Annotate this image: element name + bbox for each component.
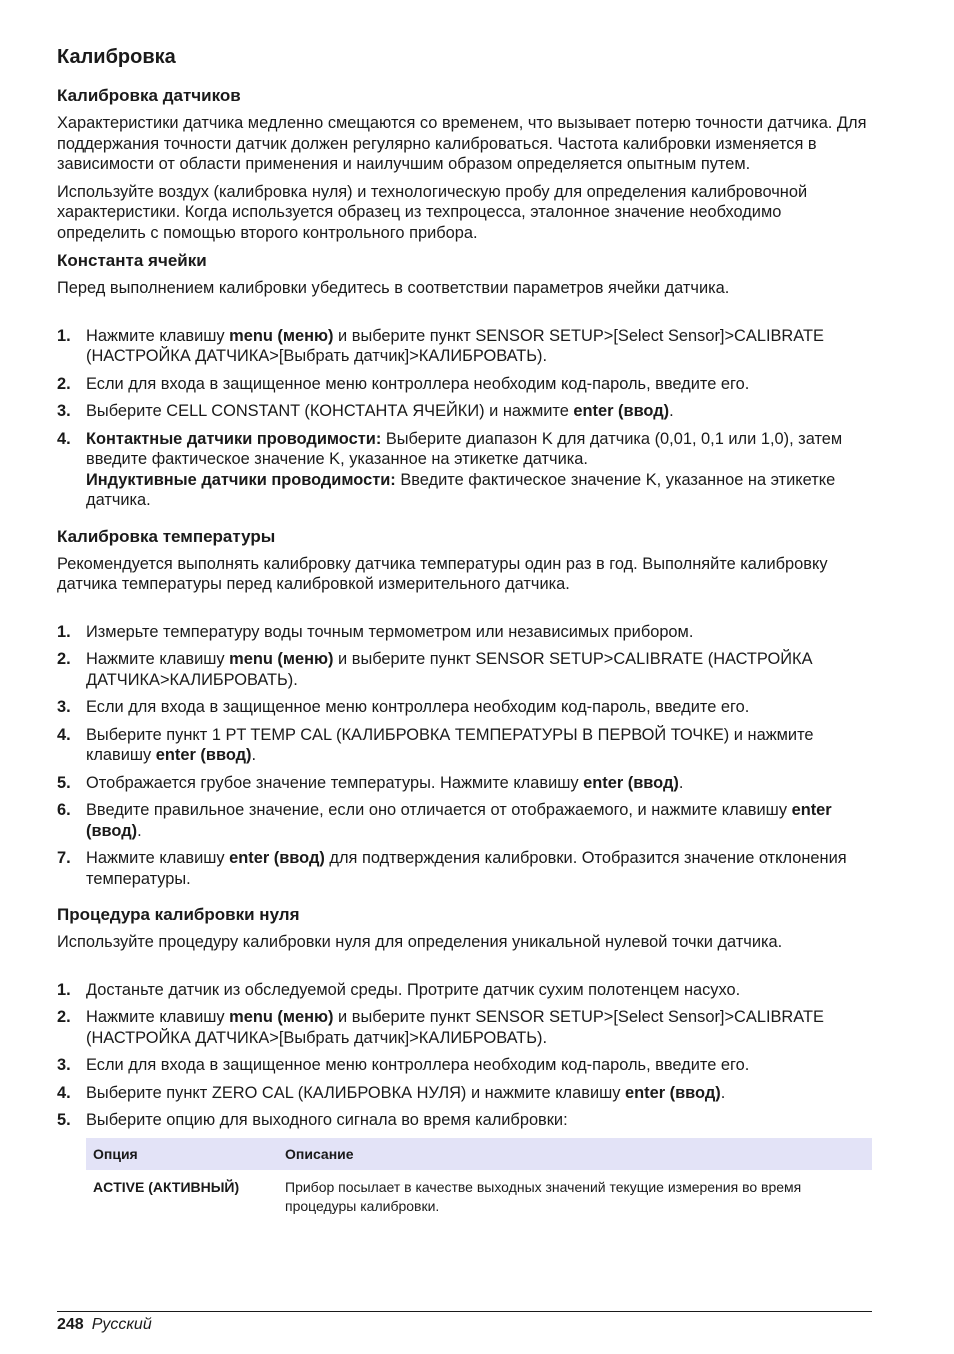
list-item: 1. Измерьте температуру воды точным термометром или независимых прибором. bbox=[57, 622, 694, 641]
list-item: 5. Выберите опцию для выходного сигнала во время калибровки: bbox=[57, 1111, 568, 1129]
description-cell: Прибор посылает в качестве выходных значений текущие измерения во время процедуры калибровки. bbox=[285, 1178, 802, 1214]
footer-language: Русский bbox=[91, 1316, 152, 1333]
column-header-description: Описание bbox=[278, 1138, 872, 1170]
list-item: 3. Выберите CELL CONSTANT (КОНСТАНТА ЯЧЕЙКИ) и нажмите enter (ввод). bbox=[57, 402, 674, 420]
temperature-calibration-intro: Рекомендуется выполнять калибровку датчика температуры один раз в год. Выполняйте калибровку датчика температуры перед калибровкой измерительного датчика. bbox=[57, 554, 828, 593]
zero-calibration-steps bbox=[57, 980, 872, 1131]
cell-constant-intro: Перед выполнением калибровки убедитесь в соответствии параметров ячейки датчика. bbox=[57, 279, 730, 297]
list-item: 2. Если для входа в защищенное меню контроллера необходим код-пароль, введите его. bbox=[57, 374, 750, 393]
heading-cell-constant: Константа ячейки bbox=[57, 251, 207, 270]
list-item: 3. Если для входа в защищенное меню контроллера необходим код-пароль, введите его. bbox=[57, 698, 750, 716]
paragraph-calibration-method: Используйте воздух (калибровка нуля) и технологическую пробу для определения калибровочной характеристики. Когда используется образец из техпроцесса, эталонное значение необходимо определить с помощью второго контрольного прибора. bbox=[57, 182, 808, 242]
page-number: 248 bbox=[57, 1316, 84, 1333]
list-item: 4. Выберите пункт 1 PT TEMP CAL (КАЛИБРОВКА ТЕМПЕРАТУРЫ В ПЕРВОЙ ТОЧКЕ) и нажмите клавишу enter (ввод). bbox=[57, 725, 814, 764]
list-item: 1. Нажмите клавишу menu (меню) и выберите пункт SENSOR SETUP>[Select Sensor]>CALIBRATE (НАСТРОЙКА ДАТЧИКА>[Выбрать датчик]>КАЛИБРОВАТЬ). bbox=[57, 326, 824, 365]
page-footer bbox=[57, 1311, 872, 1335]
option-cell: ACTIVE (АКТИВНЫЙ) bbox=[93, 1178, 240, 1195]
page-title: Калибровка bbox=[57, 46, 176, 68]
zero-calibration-intro: Используйте процедуру калибровки нуля для определения уникальной нулевой точки датчика. bbox=[57, 933, 783, 951]
heading-zero-calibration: Процедура калибровки нуля bbox=[57, 905, 300, 924]
paragraph-sensor-drift: Характеристики датчика медленно смещаются со временем, что вызывает потерю точности датчика. Для поддержания точности датчик должен регулярно калиброваться. Частота калибровки изменяется в зависимости от области применения и наилучшим образом определяется опытным путем. bbox=[57, 114, 867, 173]
temperature-calibration-steps bbox=[57, 622, 872, 890]
list-item: 2. Нажмите клавишу menu (меню) и выберите пункт SENSOR SETUP>[Select Sensor]>CALIBRATE (НАСТРОЙКА ДАТЧИКА>[Выбрать датчик]>КАЛИБРОВАТЬ). bbox=[57, 1008, 824, 1047]
list-item: 6. Введите правильное значение, если оно отличается от отображаемого, и нажмите клавишу enter (ввод). bbox=[57, 801, 832, 840]
heading-temperature-calibration: Калибровка температуры bbox=[57, 526, 276, 546]
list-item: 5. Отображается грубое значение температуры. Нажмите клавишу enter (ввод). bbox=[57, 773, 684, 792]
cell-constant-steps bbox=[57, 326, 872, 511]
list-item: 4. Контактные датчики проводимости: Выберите диапазон K для датчика (0,01, 0,1 или 1,0), затем введите фактическое значение K, указанное на этикетке датчика. Индуктивные датчики проводимости: Введите фактическое значение K, указанное на этикетке датчика. bbox=[57, 429, 843, 509]
column-header-option: Опция bbox=[86, 1138, 278, 1170]
table-header-row bbox=[86, 1138, 872, 1170]
list-item: 4. Выберите пункт ZERO CAL (КАЛИБРОВКА НУЛЯ) и нажмите клавишу enter (ввод). bbox=[57, 1083, 726, 1102]
heading-sensor-calibration: Калибровка датчиков bbox=[57, 86, 241, 105]
list-item: 1. Достаньте датчик из обследуемой среды. Протрите датчик сухим полотенцем насухо. bbox=[57, 980, 741, 999]
list-item: 7. Нажмите клавишу enter (ввод) для подтверждения калибровки. Отобразится значение отклонения температуры. bbox=[57, 849, 847, 888]
list-item: 2. Нажмите клавишу menu (меню) и выберите пункт SENSOR SETUP>CALIBRATE (НАСТРОЙКА ДАТЧИКА>КАЛИБРОВАТЬ). bbox=[57, 650, 813, 689]
table-row bbox=[86, 1170, 872, 1224]
output-option-table bbox=[86, 1138, 872, 1224]
list-item: 3. Если для входа в защищенное меню контроллера необходим код-пароль, введите его. bbox=[57, 1056, 750, 1074]
page-content bbox=[57, 44, 872, 1224]
